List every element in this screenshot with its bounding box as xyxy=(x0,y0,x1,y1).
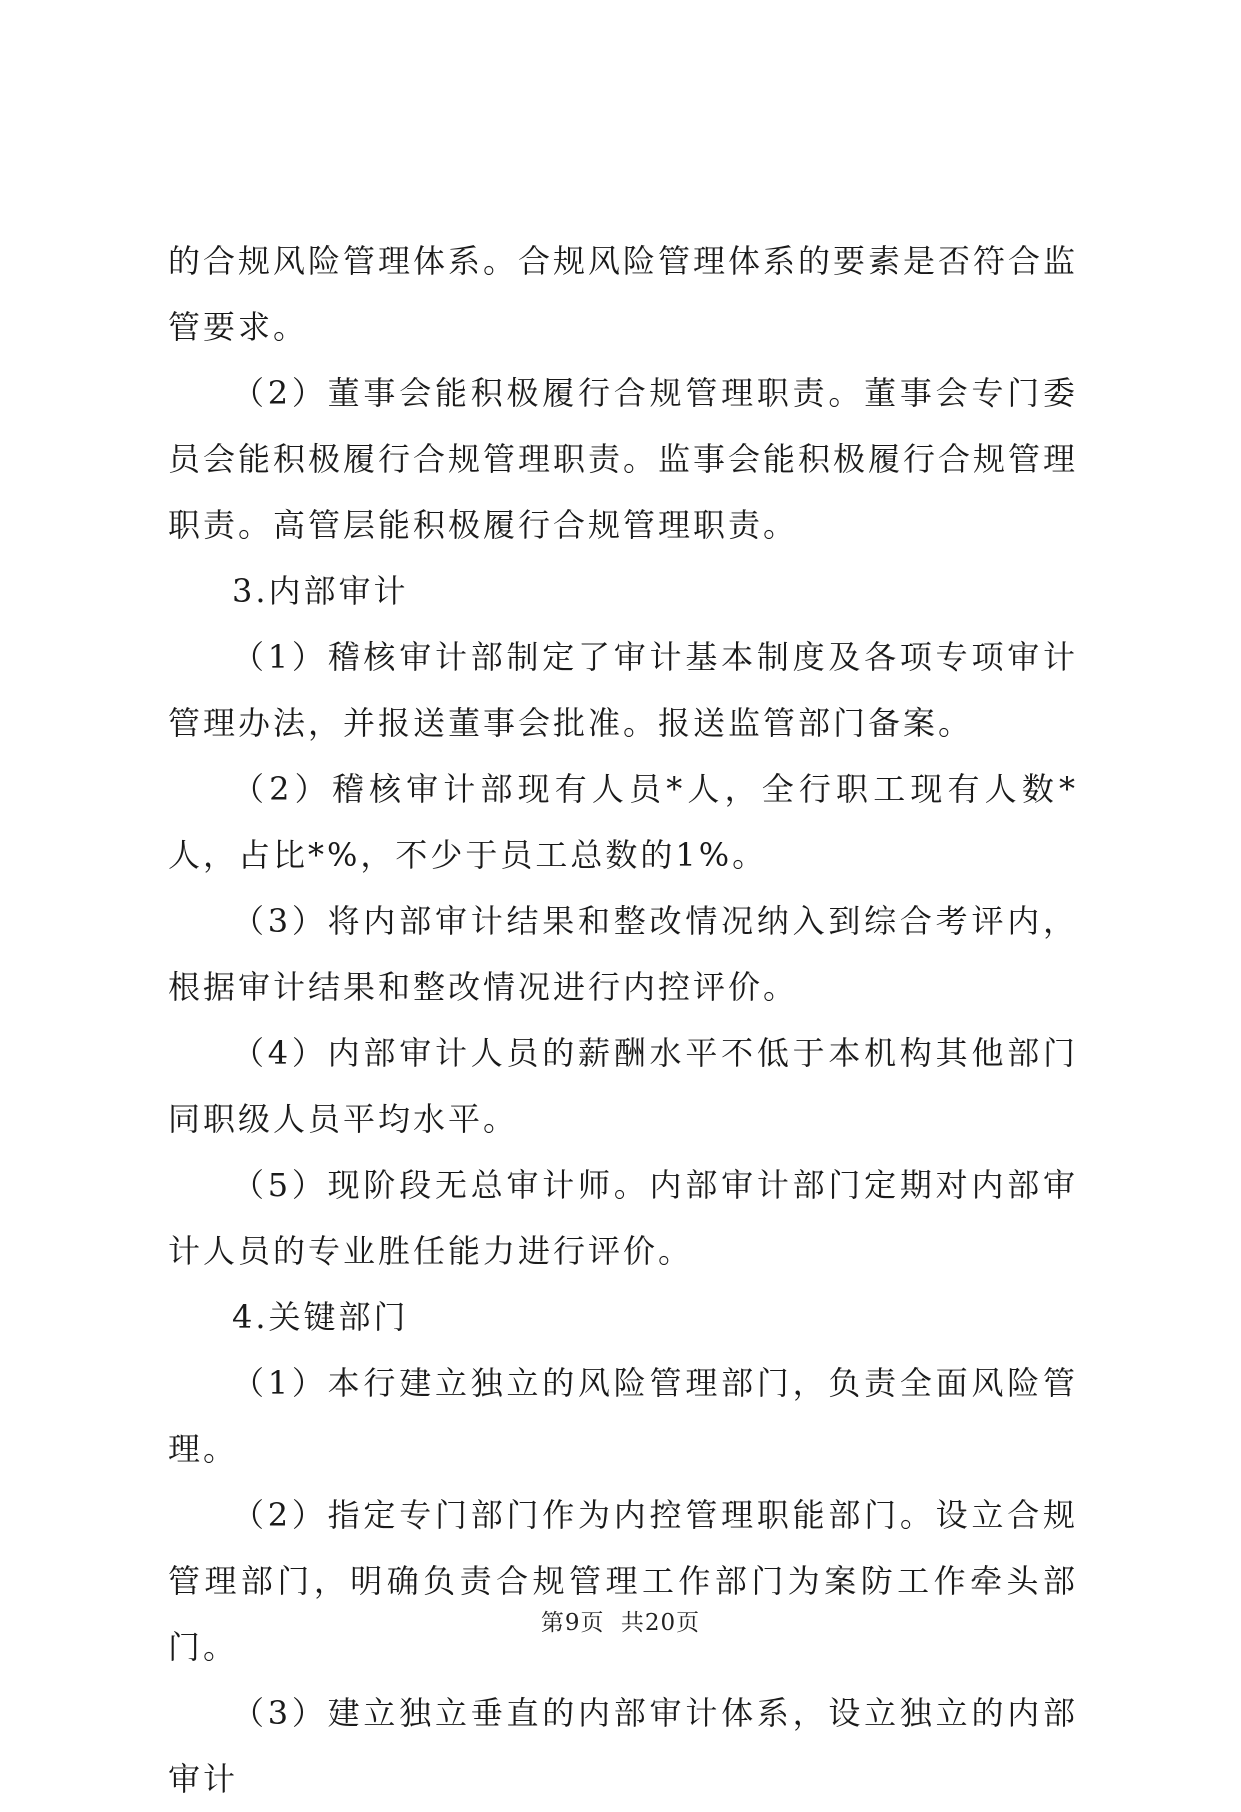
paragraph: （4）内部审计人员的薪酬水平不低于本机构其他部门同职级人员平均水平。 xyxy=(168,1034,1078,1138)
paragraph: （2）董事会能积极履行合规管理职责。董事会专门委员会能积极履行合规管理职责。监事会能积极履行合规管理职责。高管层能积极履行合规管理职责。 xyxy=(168,374,1079,544)
section-heading: 3.内部审计 xyxy=(232,572,409,610)
page-footer xyxy=(0,1604,1241,1637)
paragraph: （2）指定专门部门作为内控管理职能部门。设立合规管理部门，明确负责合规管理工作部门为案防工作牵头部门。 xyxy=(168,1496,1078,1666)
paragraph: （1）本行建立独立的风险管理部门，负责全面风险管理。 xyxy=(168,1364,1078,1468)
paragraph: 的合规风险管理体系。合规风险管理体系的要素是否符合监管要求。 xyxy=(168,242,1079,346)
page-number: 第9页 xyxy=(540,1610,605,1636)
paragraph: （3）建立独立垂直的内部审计体系，设立独立的内部审计 xyxy=(168,1694,1078,1798)
paragraph: （5）现阶段无总审计师。内部审计部门定期对内部审计人员的专业胜任能力进行评价。 xyxy=(168,1166,1078,1270)
paragraph: （1）稽核审计部制定了审计基本制度及各项专项审计管理办法，并报送董事会批准。报送监管部门备案。 xyxy=(168,638,1078,742)
paragraph: （2）稽核审计部现有人员*人，全行职工现有人数*人，占比*%，不少于员工总数的1%。 xyxy=(168,770,1078,874)
section-heading: 4.关键部门 xyxy=(232,1298,409,1336)
paragraph: （3）将内部审计结果和整改情况纳入到综合考评内，根据审计结果和整改情况进行内控评价。 xyxy=(168,902,1078,1006)
page-total: 共20页 xyxy=(620,1610,701,1636)
body-text xyxy=(168,228,1078,1812)
